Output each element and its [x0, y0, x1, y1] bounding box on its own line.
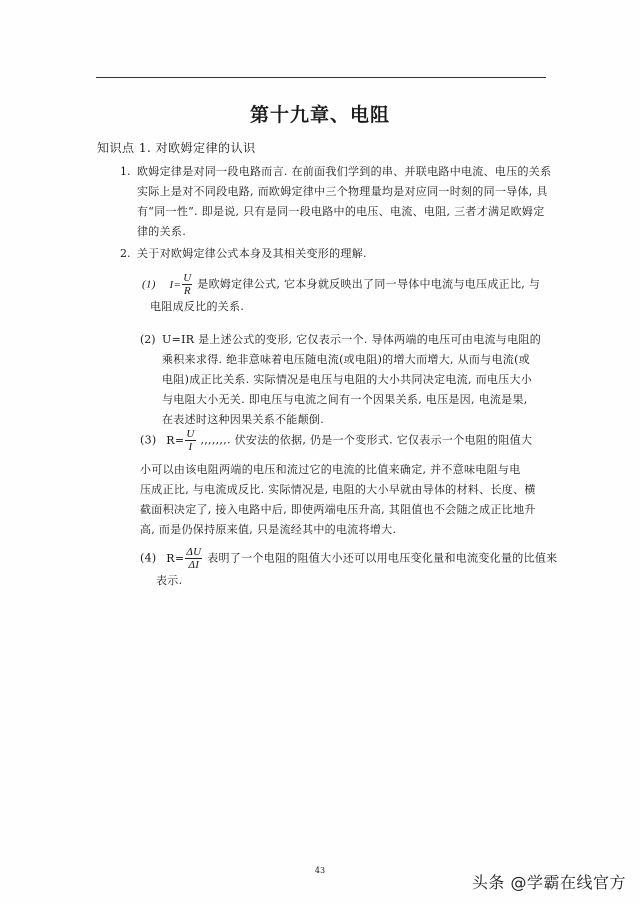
item-2-text: 关于对欧姆定律公式本身及其相关变形的理解.: [137, 247, 367, 260]
sub-3-label: (3): [140, 433, 157, 447]
sub-1-label: (1): [142, 278, 156, 291]
sub-2-paragraph: [162, 330, 562, 430]
sub-1-paragraph: [142, 272, 562, 317]
sub-2-label: (2): [140, 333, 156, 346]
sub-2-line: U=IR 是上述公式的变形, 它仅表示一个. 导体两端的电压可由电流与电阻的: [162, 333, 541, 346]
sub-2-line: 乘积来求得. 绝非意味着电压随电流(或电阻)的增大而增大, 从而与电流(或: [162, 353, 530, 366]
sub-1-formula-lhs: I=: [169, 278, 182, 291]
fraction-numerator: ΔU: [186, 546, 202, 558]
delta-resistance-fraction: [185, 546, 202, 571]
item-1-line: 有“同一性”. 即是说, 只有是同一段电路中的电压、电流、电阻, 三者才满足欧姆定: [137, 205, 545, 218]
item-1-line: 实际上是对不同段电路, 而欧姆定律中三个物理量均是对应同一时刻的同一导体, 具: [137, 185, 548, 198]
item-1-number: 1.: [120, 165, 131, 178]
sub-4-text: 表明了一个电阻的阻值大小还可以用电压变化量和电流变化量的比值来: [207, 551, 558, 565]
sub-4-line-2: 表示.: [156, 574, 183, 587]
sub-3-line: 高, 而是仍保持原来值, 只是流经其中的电流将增大.: [140, 523, 397, 536]
sub-3-text: ,,,,,,,. 伏安法的依据, 仍是一个变形式. 它仅表示一个电阻的阻值大: [200, 433, 533, 447]
sub-3-continuation: [140, 460, 560, 540]
fraction-numerator: U: [186, 428, 195, 440]
page-number: 43: [314, 866, 326, 875]
item-1-line: 律的关系.: [137, 225, 186, 238]
item-1-paragraph: [137, 162, 557, 242]
fraction-numerator: U: [183, 272, 192, 284]
sub-3-line: 截面积决定了, 接入电路中后, 即使两端电压升高, 其阻值也不会随之成正比地升: [140, 503, 536, 516]
sub-3-formula-lhs: R=: [166, 433, 185, 447]
fraction-denominator: R: [183, 285, 191, 297]
sub-4-paragraph: [140, 546, 560, 591]
source-watermark: 头条 @学霸在线官方: [471, 873, 626, 892]
sub-2-line: 在表述时这种因果关系不能颠倒.: [162, 413, 324, 426]
sub-3-line: 小可以由该电阻两端的电压和流过它的电流的比值来确定, 并不意味电阻与电: [140, 463, 521, 476]
sub-3-line: 压成正比, 与电流成反比. 实际情况是, 电阻的大小早就由导体的材料、长度、横: [140, 483, 536, 496]
chapter-title: 第十九章、电阻: [249, 104, 390, 126]
item-2-number: 2.: [120, 247, 131, 260]
section-heading: 知识点 1. 对欧姆定律的认识: [97, 141, 256, 155]
sub-1-text: 是欧姆定律公式, 它本身就反映出了同一导体中电流与电压成正比, 与: [197, 277, 541, 291]
header-rule: [96, 77, 546, 78]
resistance-fraction: [185, 428, 195, 453]
sub-1-line-2: 电阻成反比的关系.: [150, 300, 245, 313]
sub-4-formula-lhs: R=: [166, 551, 185, 565]
sub-4-label: (4): [140, 551, 157, 565]
ohms-law-fraction: [182, 272, 192, 297]
fraction-denominator: ΔI: [188, 559, 200, 571]
fraction-denominator: I: [188, 441, 193, 453]
sub-3-paragraph: [140, 428, 560, 453]
item-1-line: 欧姆定律是对同一段电路而言. 在前面我们学到的串、并联电路中电流、电压的关系: [137, 165, 552, 178]
sub-2-line: 电阻)成正比关系. 实际情况是电压与电阻的大小共同决定电流, 而电压大小: [162, 373, 533, 386]
sub-2-line: 与电阻大小无关. 即电压与电流之间有一个因果关系, 电压是因, 电流是果,: [162, 393, 528, 406]
